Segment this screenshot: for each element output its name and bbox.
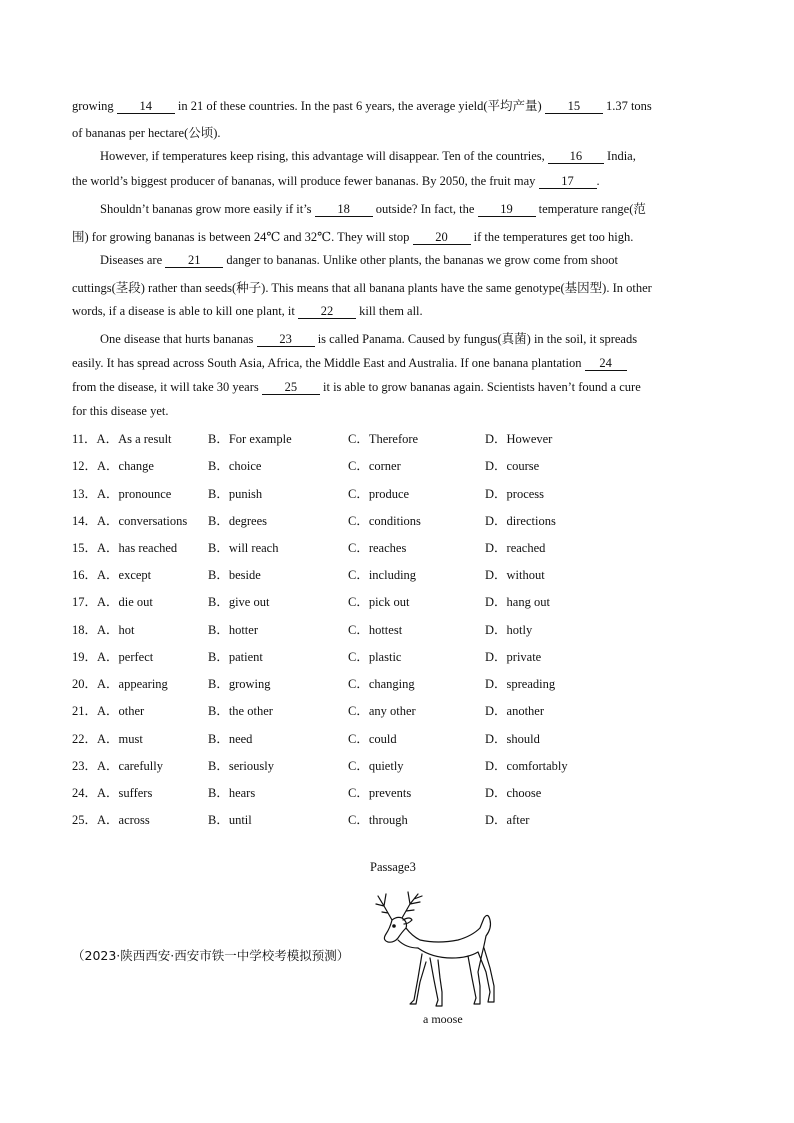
passage-line-10: One disease that hurts bananas 23 is called Panama. Caused by fungus(真菌) in the soil, it spreads	[100, 332, 638, 346]
blank-16[interactable]: 16	[548, 149, 604, 164]
passage-line-12: from the disease, it will take 30 years 25 it is able to grow bananas again. Scientists haven’t found a cure	[72, 380, 641, 394]
option-25-b[interactable]: B．until	[208, 813, 252, 827]
option-20-c[interactable]: C．changing	[348, 677, 415, 691]
option-23-b[interactable]: B．seriously	[208, 759, 274, 773]
blank-25[interactable]: 25	[262, 380, 320, 395]
option-23-a[interactable]: 23．A．carefully	[72, 759, 163, 773]
passage-line-9: words, if a disease is able to kill one plant, it 22 kill them all.	[72, 304, 423, 318]
option-12-b[interactable]: B．choice	[208, 459, 262, 473]
option-24-c[interactable]: C．prevents	[348, 786, 412, 800]
option-16-b[interactable]: B．beside	[208, 568, 261, 582]
option-15-c[interactable]: C．reaches	[348, 541, 407, 555]
option-11-a[interactable]: 11．A．As a result	[72, 432, 172, 446]
option-19-c[interactable]: C．plastic	[348, 650, 402, 664]
blank-17[interactable]: 17	[539, 174, 597, 189]
option-16-a[interactable]: 16．A．except	[72, 568, 152, 582]
option-20-a[interactable]: 20．A．appearing	[72, 677, 168, 691]
option-22-d[interactable]: D．should	[485, 732, 540, 746]
option-14-d[interactable]: D．directions	[485, 514, 556, 528]
option-row-13	[72, 484, 722, 502]
option-25-d[interactable]: D．after	[485, 813, 530, 827]
blank-18[interactable]: 18	[315, 202, 373, 217]
option-17-d[interactable]: D．hang out	[485, 595, 550, 609]
option-row-12	[72, 456, 722, 474]
option-12-d[interactable]: D．course	[485, 459, 540, 473]
option-row-25	[72, 810, 722, 828]
option-15-d[interactable]: D．reached	[485, 541, 546, 555]
option-15-a[interactable]: 15．A．has reached	[72, 541, 178, 555]
option-row-17	[72, 592, 722, 610]
option-13-d[interactable]: D．process	[485, 487, 545, 501]
option-16-d[interactable]: D．without	[485, 568, 545, 582]
option-row-18	[72, 620, 722, 638]
blank-15[interactable]: 15	[545, 99, 603, 114]
moose-image	[372, 882, 504, 1032]
passage-line-7: Diseases are 21 danger to bananas. Unlike other plants, the bananas we grow come from shoot	[100, 253, 618, 267]
option-11-d[interactable]: D．However	[485, 432, 553, 446]
option-13-b[interactable]: B．punish	[208, 487, 263, 501]
option-row-11	[72, 429, 722, 447]
option-22-b[interactable]: B．need	[208, 732, 253, 746]
passage-line-11: easily. It has spread across South Asia, Africa, the Middle East and Australia. If one banana plantation 24	[72, 356, 627, 371]
option-18-a[interactable]: 18．A．hot	[72, 623, 135, 637]
option-20-b[interactable]: B．growing	[208, 677, 271, 691]
option-23-c[interactable]: C．quietly	[348, 759, 404, 773]
passage-line-5: Shouldn’t bananas grow more easily if it’s 18 outside? In fact, the 19 temperature range(范	[100, 202, 646, 216]
option-12-a[interactable]: 12．A．change	[72, 459, 154, 473]
blank-24[interactable]: 24	[585, 356, 627, 371]
option-25-a[interactable]: 25．A．across	[72, 813, 150, 827]
option-17-b[interactable]: B．give out	[208, 595, 270, 609]
option-14-a[interactable]: 14．A．conversations	[72, 514, 188, 528]
option-row-21	[72, 701, 722, 719]
option-row-24	[72, 783, 722, 801]
option-16-c[interactable]: C．including	[348, 568, 417, 582]
option-18-c[interactable]: C．hottest	[348, 623, 403, 637]
option-19-b[interactable]: B．patient	[208, 650, 263, 664]
option-17-a[interactable]: 17．A．die out	[72, 595, 153, 609]
option-18-d[interactable]: D．hotly	[485, 623, 533, 637]
moose-illustration	[372, 882, 504, 1012]
option-22-a[interactable]: 22．A．must	[72, 732, 143, 746]
option-row-23	[72, 756, 722, 774]
passage-line-3: However, if temperatures keep rising, this advantage will disappear. Ten of the countries, 16 India,	[100, 149, 636, 163]
option-row-16	[72, 565, 722, 583]
option-row-20	[72, 674, 722, 692]
option-14-b[interactable]: B．degrees	[208, 514, 268, 528]
option-11-c[interactable]: C．Therefore	[348, 432, 419, 446]
option-row-19	[72, 647, 722, 665]
option-18-b[interactable]: B．hotter	[208, 623, 258, 637]
option-24-d[interactable]: D．choose	[485, 786, 542, 800]
option-20-d[interactable]: D．spreading	[485, 677, 556, 691]
option-13-a[interactable]: 13．A．pronounce	[72, 487, 172, 501]
blank-14[interactable]: 14	[117, 99, 175, 114]
blank-23[interactable]: 23	[257, 332, 315, 347]
passage-line-8: cuttings(茎段) rather than seeds(种子). This means that all banana plants have the same genotype(基因型). In other	[72, 281, 652, 295]
passage-line-6: 围) for growing bananas is between 24℃ and 32℃. They will stop 20 if the temperatures get too high.	[72, 230, 634, 244]
option-21-d[interactable]: D．another	[485, 704, 545, 718]
option-22-c[interactable]: C．could	[348, 732, 397, 746]
option-14-c[interactable]: C．conditions	[348, 514, 421, 528]
option-row-22	[72, 729, 722, 747]
blank-19[interactable]: 19	[478, 202, 536, 217]
passage-line-4: the world’s biggest producer of bananas, will produce fewer bananas. By 2050, the fruit may 17 .	[72, 174, 600, 188]
option-19-a[interactable]: 19．A．perfect	[72, 650, 154, 664]
blank-21[interactable]: 21	[165, 253, 223, 268]
passage-line-13: for this disease yet.	[72, 404, 169, 418]
option-13-c[interactable]: C．produce	[348, 487, 410, 501]
option-19-d[interactable]: D．private	[485, 650, 542, 664]
option-12-c[interactable]: C．corner	[348, 459, 401, 473]
blank-22[interactable]: 22	[298, 304, 356, 319]
option-21-a[interactable]: 21．A．other	[72, 704, 145, 718]
option-24-b[interactable]: B．hears	[208, 786, 256, 800]
option-24-a[interactable]: 24．A．suffers	[72, 786, 153, 800]
passage-line-1: growing 14 in 21 of these countries. In the past 6 years, the average yield(平均产量) 15 1.37 tons	[72, 99, 652, 113]
option-25-c[interactable]: C．through	[348, 813, 408, 827]
passage3-title: Passage3	[370, 860, 416, 874]
option-21-b[interactable]: B．the other	[208, 704, 273, 718]
source-note: （2023·陕西西安·西安市铁一中学校考模拟预测）	[72, 948, 350, 963]
option-21-c[interactable]: C．any other	[348, 704, 416, 718]
option-row-14	[72, 511, 722, 529]
option-15-b[interactable]: B．will reach	[208, 541, 279, 555]
blank-20[interactable]: 20	[413, 230, 471, 245]
option-17-c[interactable]: C．pick out	[348, 595, 410, 609]
moose-caption: a moose	[423, 1012, 463, 1026]
option-23-d[interactable]: D．comfortably	[485, 759, 568, 773]
passage-line-2: of bananas per hectare(公顷).	[72, 126, 221, 140]
option-row-15	[72, 538, 722, 556]
option-11-b[interactable]: B．For example	[208, 432, 292, 446]
